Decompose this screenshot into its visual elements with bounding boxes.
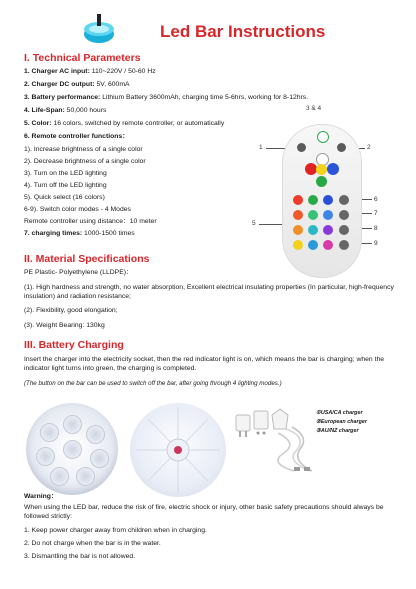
callout-line (259, 224, 283, 225)
brightness-up-key (297, 143, 306, 152)
charging-instructions: Insert the charger into the electricity socket, then the red indicator light is on, which means the bar is charging; when the indicator light turns into green, the charging is completed. (24, 356, 385, 372)
charging-note: (The button on the bar can be used to switch off the bar, after going through 4 lighting modes.) (24, 380, 282, 387)
warning-item: 3. Dismantling the bar is not allowed. (24, 553, 136, 560)
blue-key (327, 163, 339, 175)
material-property-1: (1). High hardness and strength, no water absorption, Excellent electrical insulating properties (In particular, high-frequency insulation) and radiation resistance; (24, 284, 394, 300)
color-key (308, 195, 318, 205)
callout-3-4: 3 & 4 (306, 105, 322, 112)
param-line: 4). Turn off the LED lighting (24, 182, 107, 189)
mode-key (339, 225, 349, 235)
color-key (308, 240, 318, 250)
callout-9: 9 (374, 240, 378, 247)
bar-top-photo (26, 403, 118, 495)
mode-key (339, 210, 349, 220)
color-key (323, 225, 333, 235)
param-line: 3. Battery performance: Lithium Battery 3600mAh, charging time 5-6hrs, working for 8-12hrs. (24, 94, 309, 101)
callout-1: 1 (259, 144, 263, 151)
param-line: 1. Charger AC input: 110~220V / 50-60 Hz (24, 68, 156, 75)
material-property-3: (3). Weight Bearing: 130kg (24, 322, 105, 329)
color-key (323, 195, 333, 205)
green-key (316, 176, 327, 187)
param-line: 4. Life-Span: 50,000 hours (24, 107, 107, 114)
param-line: 2. Charger DC output: 5V, 600mA (24, 81, 130, 88)
section-1-heading: I. Technical Parameters (24, 52, 141, 64)
page-title: Led Bar Instructions (160, 22, 326, 41)
param-line: 6-9). Switch color modes - 4 Modes (24, 206, 131, 213)
color-key (293, 195, 303, 205)
legend-european: ②European charger (316, 419, 367, 425)
legend-au-nz: ③AU/NZ charger (316, 428, 359, 434)
material-property-2: (2). Flexibility, good elongation; (24, 307, 118, 314)
param-line: 3). Turn on the LED lighting (24, 170, 107, 177)
param-line: 1). Increase brightness of a single color (24, 146, 143, 153)
param-line: 7. charging times: 1000-1500 times (24, 230, 135, 237)
tech-params-list (24, 67, 308, 241)
callout-6: 6 (374, 196, 378, 203)
color-key (308, 225, 318, 235)
section-3-heading: III. Battery Charging (24, 339, 124, 351)
color-key (293, 210, 303, 220)
color-key (293, 240, 303, 250)
yellow-key (316, 164, 327, 175)
color-key (323, 240, 333, 250)
callout-8: 8 (374, 225, 378, 232)
charger-adapters-icon (234, 403, 314, 475)
charger-legend (316, 410, 367, 437)
param-line: 5). Quick select (16 colors) (24, 194, 105, 201)
warning-intro: When using the LED bar, reduce the risk of fire, electric shock or injury, other basic safety precautions should always be followed strictly: (24, 504, 384, 520)
callout-7: 7 (374, 210, 378, 217)
warning-item: 2. Do not charge when the bar is in the water. (24, 540, 161, 547)
callout-2: 2 (367, 144, 371, 151)
bar-bottom-ribs-icon (130, 403, 226, 497)
warning-heading: Warning： (24, 493, 58, 500)
legend-usa-ca: ①USA/CA charger (316, 410, 363, 416)
param-line: 2). Decrease brightness of a single color (24, 158, 146, 165)
color-key (323, 210, 333, 220)
color-key (308, 210, 318, 220)
param-line: Remote controller using distance：10 meter (24, 218, 157, 225)
param-line: 5. Color: 16 colors, switched by remote controller, or automatically (24, 120, 225, 127)
bar-bottom-photo (130, 403, 226, 497)
led-bar-logo (82, 12, 116, 46)
material-name: PE Plastic- Polyethylene (LLDPE)： (24, 269, 133, 276)
mode-key (339, 195, 349, 205)
remote-controller (282, 124, 362, 278)
section-2-heading: II. Material Specifications (24, 253, 150, 265)
callout-5: 5 (252, 220, 256, 227)
color-key (293, 225, 303, 235)
power-button-icon (317, 131, 329, 143)
param-line: 6. Remote controller functions： (24, 133, 129, 140)
mode-key (339, 240, 349, 250)
warning-item: 1. Keep power charger away from children when in charging. (24, 527, 207, 534)
brightness-down-key (337, 143, 346, 152)
